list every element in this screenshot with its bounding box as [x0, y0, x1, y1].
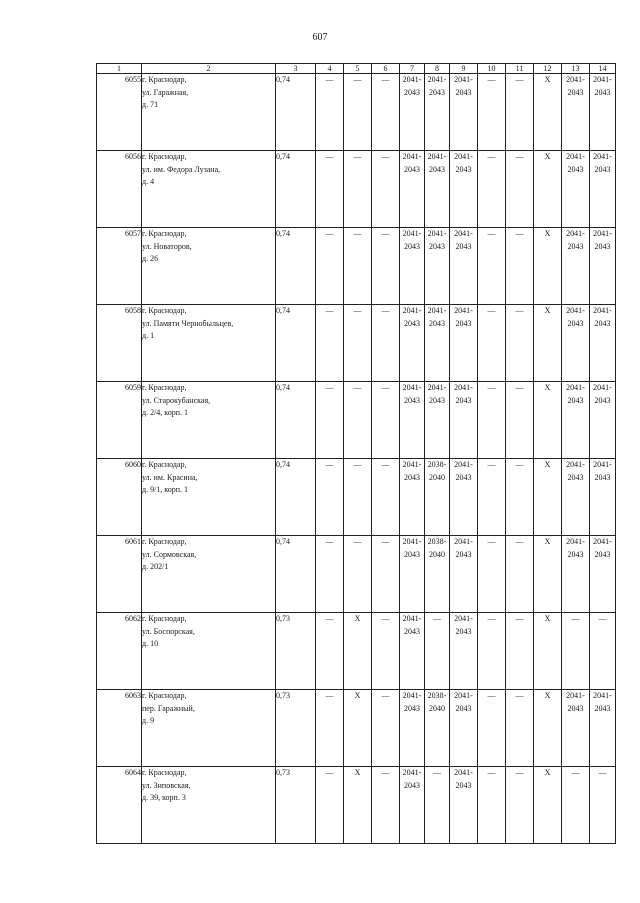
- year-range-cell: [400, 613, 425, 690]
- registry-table: [96, 63, 616, 844]
- year-range-line: —: [571, 614, 580, 623]
- address-line: г. Краснодар,: [142, 537, 187, 546]
- year-range-line: 2041-: [566, 691, 585, 700]
- address-line: г. Краснодар,: [142, 383, 187, 392]
- year-range-cell: [450, 382, 478, 459]
- year-range-line: 2043: [404, 780, 420, 790]
- value-cell: 0,74: [276, 382, 316, 459]
- year-range-line: 2041-: [593, 229, 612, 238]
- year-range-line: 2043: [429, 395, 445, 405]
- year-range-line: 2043: [594, 472, 611, 482]
- address-line: ул. Новаторов,: [142, 241, 192, 251]
- year-range-cell: [590, 151, 616, 228]
- year-range-line: 2043: [567, 87, 584, 97]
- year-range-cell: [400, 228, 425, 305]
- value-cell: 0,74: [276, 151, 316, 228]
- column-header: 10: [478, 64, 506, 74]
- column-header: 3: [276, 64, 316, 74]
- value-cell: 0,73: [276, 690, 316, 767]
- mark-cell: X: [534, 74, 562, 151]
- year-range-line: 2041-: [566, 306, 585, 315]
- year-range-line: 2043: [404, 626, 420, 636]
- year-range-line: 2043: [404, 472, 420, 482]
- value-cell: 0,73: [276, 613, 316, 690]
- year-range-line: 2041-: [566, 460, 585, 469]
- address-line: г. Краснодар,: [142, 614, 187, 623]
- year-range-line: 2041-: [402, 383, 422, 392]
- mark-cell: —: [478, 74, 506, 151]
- column-header: 13: [562, 64, 590, 74]
- year-range-cell: [450, 74, 478, 151]
- year-range-cell: [450, 459, 478, 536]
- year-range-line: 2043: [455, 626, 472, 636]
- year-range-line: 2040: [429, 549, 445, 559]
- address-line: ул. им. Федора Лузана,: [142, 164, 221, 174]
- year-range-line: 2043: [404, 703, 420, 713]
- year-range-cell: [590, 382, 616, 459]
- year-range-line: 2041-: [427, 152, 447, 161]
- year-range-cell: [425, 228, 450, 305]
- year-range-line: 2041-: [593, 152, 612, 161]
- mark-cell: —: [316, 74, 344, 151]
- mark-cell: X: [534, 767, 562, 844]
- mark-cell: —: [506, 151, 534, 228]
- year-range-cell: [590, 305, 616, 382]
- year-range-cell: [590, 767, 616, 844]
- mark-cell: —: [372, 613, 400, 690]
- year-range-line: 2043: [455, 472, 472, 482]
- table-row: [97, 690, 616, 767]
- mark-cell: —: [506, 459, 534, 536]
- year-range-line: 2041-: [427, 383, 447, 392]
- year-range-line: —: [433, 768, 441, 777]
- address-cell: [142, 690, 276, 767]
- mark-cell: —: [372, 151, 400, 228]
- year-range-cell: [425, 382, 450, 459]
- year-range-line: 2043: [567, 318, 584, 328]
- column-header: 12: [534, 64, 562, 74]
- year-range-line: 2041-: [454, 537, 473, 546]
- address-line: д. 9: [142, 716, 155, 725]
- table-row: [97, 459, 616, 536]
- mark-cell: —: [316, 305, 344, 382]
- address-line: д. 1: [142, 331, 155, 340]
- year-range-line: 2041-: [402, 460, 422, 469]
- address-line: г. Краснодар,: [142, 229, 187, 238]
- year-range-line: 2043: [404, 164, 420, 174]
- year-range-line: 2041-: [454, 460, 473, 469]
- address-line: г. Краснодар,: [142, 768, 187, 777]
- address-cell: [142, 613, 276, 690]
- column-header: 4: [316, 64, 344, 74]
- column-header: 6: [372, 64, 400, 74]
- mark-cell: X: [534, 382, 562, 459]
- page-number: 607: [312, 32, 328, 43]
- year-range-line: —: [598, 768, 607, 777]
- year-range-line: 2041-: [402, 614, 422, 623]
- address-line: д. 39, корп. 3: [142, 793, 186, 802]
- mark-cell: —: [478, 459, 506, 536]
- year-range-cell: [562, 74, 590, 151]
- mark-cell: —: [372, 228, 400, 305]
- year-range-line: 2041-: [454, 229, 473, 238]
- mark-cell: X: [344, 690, 372, 767]
- year-range-line: 2041-: [454, 691, 473, 700]
- mark-cell: —: [506, 305, 534, 382]
- mark-cell: X: [344, 613, 372, 690]
- row-number-cell: 6055: [97, 74, 142, 151]
- address-line: ул. Боспорская,: [142, 626, 195, 636]
- mark-cell: —: [344, 536, 372, 613]
- year-range-line: 2043: [594, 703, 611, 713]
- mark-cell: —: [478, 690, 506, 767]
- year-range-line: 2043: [455, 318, 472, 328]
- year-range-cell: [562, 536, 590, 613]
- year-range-line: 2043: [455, 780, 472, 790]
- year-range-cell: [400, 74, 425, 151]
- year-range-line: 2043: [404, 549, 420, 559]
- mark-cell: —: [316, 228, 344, 305]
- year-range-line: 2043: [567, 703, 584, 713]
- year-range-line: 2041-: [454, 614, 473, 623]
- year-range-line: 2043: [567, 395, 584, 405]
- year-range-cell: [562, 151, 590, 228]
- address-cell: [142, 536, 276, 613]
- year-range-cell: [400, 690, 425, 767]
- mark-cell: —: [478, 228, 506, 305]
- address-line: д. 26: [142, 254, 159, 263]
- year-range-line: 2043: [594, 395, 611, 405]
- year-range-line: 2041-: [427, 229, 447, 238]
- mark-cell: —: [316, 459, 344, 536]
- year-range-line: —: [598, 614, 607, 623]
- year-range-line: 2041-: [427, 75, 447, 84]
- row-number-cell: 6061: [97, 536, 142, 613]
- year-range-line: 2043: [429, 318, 445, 328]
- year-range-line: 2043: [404, 87, 420, 97]
- mark-cell: —: [344, 459, 372, 536]
- year-range-line: 2041-: [593, 306, 612, 315]
- mark-cell: —: [344, 151, 372, 228]
- address-cell: [142, 382, 276, 459]
- year-range-line: 2043: [429, 87, 445, 97]
- mark-cell: X: [344, 767, 372, 844]
- year-range-line: 2041-: [566, 229, 585, 238]
- address-line: д. 10: [142, 639, 159, 648]
- column-header: 11: [506, 64, 534, 74]
- address-line: ул. Зиповская,: [142, 780, 191, 790]
- address-cell: [142, 74, 276, 151]
- year-range-cell: [562, 382, 590, 459]
- table-row: [97, 228, 616, 305]
- year-range-cell: [562, 613, 590, 690]
- row-number-cell: 6057: [97, 228, 142, 305]
- year-range-line: 2041-: [402, 691, 422, 700]
- mark-cell: —: [506, 536, 534, 613]
- value-cell: 0,74: [276, 459, 316, 536]
- year-range-line: 2043: [594, 241, 611, 251]
- mark-cell: —: [316, 690, 344, 767]
- address-line: г. Краснодар,: [142, 306, 187, 315]
- address-line: ул. Гаражная,: [142, 87, 189, 97]
- address-line: д. 2/4, корп. 1: [142, 408, 189, 417]
- table-row: [97, 382, 616, 459]
- row-number-cell: 6063: [97, 690, 142, 767]
- mark-cell: —: [506, 382, 534, 459]
- value-cell: 0,73: [276, 767, 316, 844]
- mark-cell: —: [478, 536, 506, 613]
- year-range-cell: [450, 536, 478, 613]
- mark-cell: —: [344, 74, 372, 151]
- mark-cell: —: [478, 151, 506, 228]
- year-range-line: —: [433, 614, 441, 623]
- mark-cell: —: [478, 305, 506, 382]
- year-range-cell: [425, 690, 450, 767]
- year-range-line: 2041-: [454, 152, 473, 161]
- mark-cell: —: [316, 536, 344, 613]
- table-row: [97, 74, 616, 151]
- year-range-line: 2043: [567, 472, 584, 482]
- year-range-line: 2043: [567, 164, 584, 174]
- year-range-line: 2043: [404, 318, 420, 328]
- address-line: д. 71: [142, 100, 159, 109]
- row-number-cell: 6059: [97, 382, 142, 459]
- year-range-line: 2038-: [427, 460, 447, 469]
- mark-cell: —: [344, 228, 372, 305]
- year-range-cell: [590, 536, 616, 613]
- mark-cell: —: [372, 74, 400, 151]
- mark-cell: X: [534, 151, 562, 228]
- year-range-line: 2043: [429, 241, 445, 251]
- year-range-line: 2041-: [593, 460, 612, 469]
- mark-cell: X: [534, 690, 562, 767]
- mark-cell: —: [372, 459, 400, 536]
- year-range-line: 2041-: [566, 75, 585, 84]
- year-range-line: 2041-: [402, 768, 422, 777]
- mark-cell: X: [534, 613, 562, 690]
- value-cell: 0,74: [276, 536, 316, 613]
- value-cell: 0,74: [276, 305, 316, 382]
- mark-cell: —: [478, 382, 506, 459]
- year-range-line: 2041-: [402, 306, 422, 315]
- column-header: 1: [97, 64, 142, 74]
- mark-cell: —: [506, 767, 534, 844]
- address-line: ул. Сормовская,: [142, 549, 197, 559]
- mark-cell: —: [506, 690, 534, 767]
- year-range-line: 2040: [429, 472, 445, 482]
- year-range-cell: [590, 613, 616, 690]
- year-range-line: 2043: [594, 549, 611, 559]
- address-line: д. 4: [142, 177, 155, 186]
- year-range-line: 2043: [594, 87, 611, 97]
- year-range-cell: [450, 767, 478, 844]
- address-line: ул. Памяти Чернобыльцев,: [142, 318, 234, 328]
- year-range-line: —: [571, 768, 580, 777]
- mark-cell: X: [534, 536, 562, 613]
- year-range-cell: [400, 382, 425, 459]
- address-line: д. 202/1: [142, 562, 169, 571]
- address-cell: [142, 767, 276, 844]
- row-number-cell: 6060: [97, 459, 142, 536]
- mark-cell: —: [506, 228, 534, 305]
- year-range-cell: [562, 459, 590, 536]
- row-number-cell: 6062: [97, 613, 142, 690]
- column-header: 14: [590, 64, 616, 74]
- mark-cell: —: [316, 613, 344, 690]
- mark-cell: X: [534, 459, 562, 536]
- year-range-cell: [562, 305, 590, 382]
- year-range-line: 2041-: [454, 306, 473, 315]
- address-line: г. Краснодар,: [142, 460, 187, 469]
- year-range-line: 2041-: [454, 383, 473, 392]
- year-range-cell: [590, 74, 616, 151]
- year-range-line: 2041-: [566, 383, 585, 392]
- mark-cell: X: [534, 228, 562, 305]
- address-line: г. Краснодар,: [142, 691, 187, 700]
- year-range-line: 2041-: [593, 75, 612, 84]
- address-line: д. 9/1, корп. 1: [142, 485, 189, 494]
- address-line: пер. Гаражный,: [142, 703, 195, 713]
- year-range-cell: [400, 536, 425, 613]
- year-range-cell: [400, 459, 425, 536]
- year-range-cell: [450, 613, 478, 690]
- year-range-cell: [425, 536, 450, 613]
- mark-cell: —: [372, 690, 400, 767]
- year-range-line: 2041-: [566, 152, 585, 161]
- year-range-cell: [450, 690, 478, 767]
- mark-cell: —: [316, 151, 344, 228]
- year-range-line: 2041-: [593, 537, 612, 546]
- address-line: г. Краснодар,: [142, 152, 187, 161]
- year-range-cell: [425, 613, 450, 690]
- year-range-line: 2043: [455, 395, 472, 405]
- year-range-line: 2043: [455, 164, 472, 174]
- column-header: 9: [450, 64, 478, 74]
- year-range-line: 2043: [567, 549, 584, 559]
- column-header: 7: [400, 64, 425, 74]
- year-range-line: 2043: [455, 549, 472, 559]
- year-range-line: 2041-: [402, 229, 422, 238]
- table-row: [97, 151, 616, 228]
- year-range-cell: [400, 305, 425, 382]
- mark-cell: —: [478, 767, 506, 844]
- year-range-cell: [400, 767, 425, 844]
- mark-cell: —: [372, 305, 400, 382]
- year-range-cell: [425, 767, 450, 844]
- header-row: [97, 64, 616, 74]
- year-range-cell: [562, 767, 590, 844]
- year-range-line: 2043: [594, 164, 611, 174]
- year-range-cell: [450, 228, 478, 305]
- address-line: ул. им. Красина,: [142, 472, 198, 482]
- year-range-cell: [590, 228, 616, 305]
- address-cell: [142, 228, 276, 305]
- table-row: [97, 536, 616, 613]
- year-range-cell: [590, 459, 616, 536]
- row-number-cell: 6058: [97, 305, 142, 382]
- year-range-line: 2038-: [427, 537, 447, 546]
- year-range-line: 2043: [594, 318, 611, 328]
- value-cell: 0,74: [276, 74, 316, 151]
- year-range-line: 2041-: [402, 75, 422, 84]
- address-line: г. Краснодар,: [142, 75, 187, 84]
- year-range-cell: [450, 305, 478, 382]
- mark-cell: —: [316, 767, 344, 844]
- address-cell: [142, 459, 276, 536]
- mark-cell: X: [534, 305, 562, 382]
- mark-cell: —: [316, 382, 344, 459]
- mark-cell: —: [344, 305, 372, 382]
- year-range-line: 2043: [455, 241, 472, 251]
- year-range-cell: [562, 228, 590, 305]
- year-range-cell: [425, 74, 450, 151]
- column-header: 8: [425, 64, 450, 74]
- column-header: 5: [344, 64, 372, 74]
- table-row: [97, 613, 616, 690]
- mark-cell: —: [372, 767, 400, 844]
- column-header: 2: [142, 64, 276, 74]
- year-range-line: 2043: [404, 395, 420, 405]
- year-range-cell: [590, 690, 616, 767]
- mark-cell: —: [372, 382, 400, 459]
- year-range-cell: [400, 151, 425, 228]
- row-number-cell: 6056: [97, 151, 142, 228]
- year-range-line: 2043: [455, 87, 472, 97]
- year-range-line: 2043: [455, 703, 472, 713]
- mark-cell: —: [506, 74, 534, 151]
- year-range-cell: [425, 459, 450, 536]
- year-range-line: 2043: [404, 241, 420, 251]
- year-range-line: 2040: [429, 703, 445, 713]
- table-row: [97, 305, 616, 382]
- table-row: [97, 767, 616, 844]
- year-range-cell: [425, 151, 450, 228]
- address-cell: [142, 151, 276, 228]
- year-range-line: 2043: [567, 241, 584, 251]
- year-range-cell: [450, 151, 478, 228]
- year-range-line: 2041-: [402, 152, 422, 161]
- year-range-cell: [425, 305, 450, 382]
- year-range-line: 2041-: [593, 691, 612, 700]
- address-cell: [142, 305, 276, 382]
- year-range-line: 2043: [429, 164, 445, 174]
- year-range-line: 2038-: [427, 691, 447, 700]
- mark-cell: —: [372, 536, 400, 613]
- year-range-line: 2041-: [566, 537, 585, 546]
- year-range-cell: [562, 690, 590, 767]
- value-cell: 0,74: [276, 228, 316, 305]
- year-range-line: 2041-: [454, 768, 473, 777]
- mark-cell: —: [344, 382, 372, 459]
- year-range-line: 2041-: [593, 383, 612, 392]
- mark-cell: —: [478, 613, 506, 690]
- address-line: ул. Старокубанская,: [142, 395, 211, 405]
- year-range-line: 2041-: [454, 75, 473, 84]
- year-range-line: 2041-: [427, 306, 447, 315]
- table-body: [97, 74, 616, 844]
- mark-cell: —: [506, 613, 534, 690]
- year-range-line: 2041-: [402, 537, 422, 546]
- row-number-cell: 6064: [97, 767, 142, 844]
